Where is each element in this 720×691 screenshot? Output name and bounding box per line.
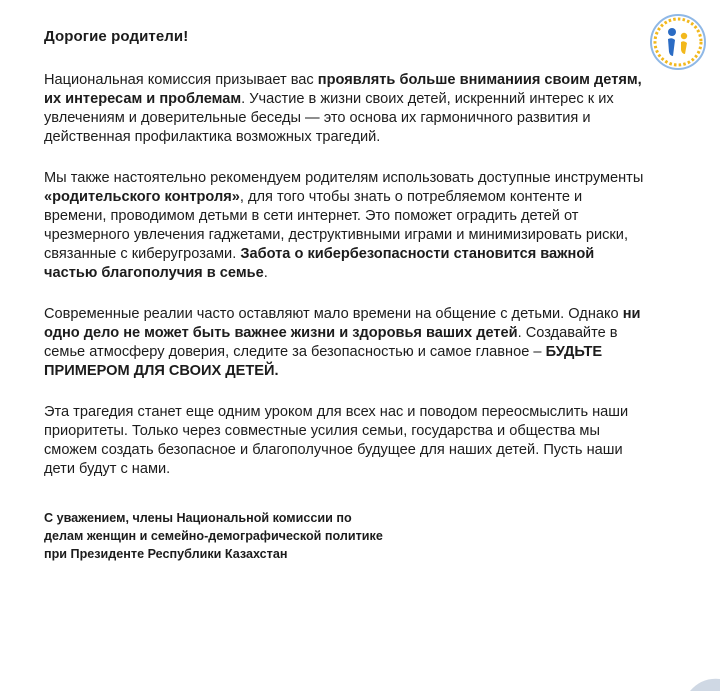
paragraph-4: Эта трагедия станет еще одним уроком для всех нас и поводом переосмыслить наши приоритеты. Только через совместные усилия семьи, государства и общества мы сможем создать безопасное и благополучное будущее для наших детей. Пусть наши дети будут с нами. [44,404,629,477]
text: . Создавайте в семье атмосферу доверия, следите за безопасностью и самое главное – [44,325,618,360]
logo-figure-head [668,28,676,36]
text: Современные реалии часто оставляют мало времени на общение с детьми. Однако [44,306,623,322]
signature-line-1: С уважением, члены Национальной комиссии по [44,511,352,525]
signature-line-2: делам женщин и семейно-демографической политике [44,529,383,543]
letter-title: Дорогие родители! [44,28,189,45]
logo-core [660,24,696,60]
text: , для того чтобы знать о потребляемом контенте и времени, проводимом детьми в сети интернет. Это поможет оградить детей от чрезмерного увлечения гаджетами, деструктивными играми и минимизировать риски, связанные с киберугрозами. [44,189,629,262]
letter [44,18,644,563]
text: Мы также настоятельно рекомендуем родителям использовать доступные инструменты [44,170,644,186]
emphasis: Забота о кибербезопасности становится важной частью благополучия в семье [44,246,595,281]
emphasis: «родительского контроля» [44,189,240,205]
logo-child-head [681,33,687,39]
signature [44,509,644,563]
commission-logo-icon [648,12,708,72]
emphasis: БУДЬТЕ ПРИМЕРОМ ДЛЯ СВОИХ ДЕТЕЙ. [44,344,603,379]
emphasis: проявлять больше вниманиия своим детям, их интересам и проблемам [44,72,642,107]
text: . [263,265,268,281]
paragraph-2 [44,169,644,283]
paragraph-3 [44,305,644,381]
signature-line-3: при Президенте Республики Казахстан [44,547,288,561]
corner-mark-icon [684,673,720,691]
text: . Участие в жизни своих детей, искренний интерес к их увлечениям и доверительные беседы — это основа их гармоничного развития и действенная профилактика возможных трагедий. [44,91,614,145]
emphasis: ни одно дело не может быть важнее жизни и здоровья ваших детей [44,306,641,341]
paragraph-1 [44,71,644,147]
text: Национальная комиссия призывает вас [44,72,318,88]
corner-shape [690,679,720,691]
